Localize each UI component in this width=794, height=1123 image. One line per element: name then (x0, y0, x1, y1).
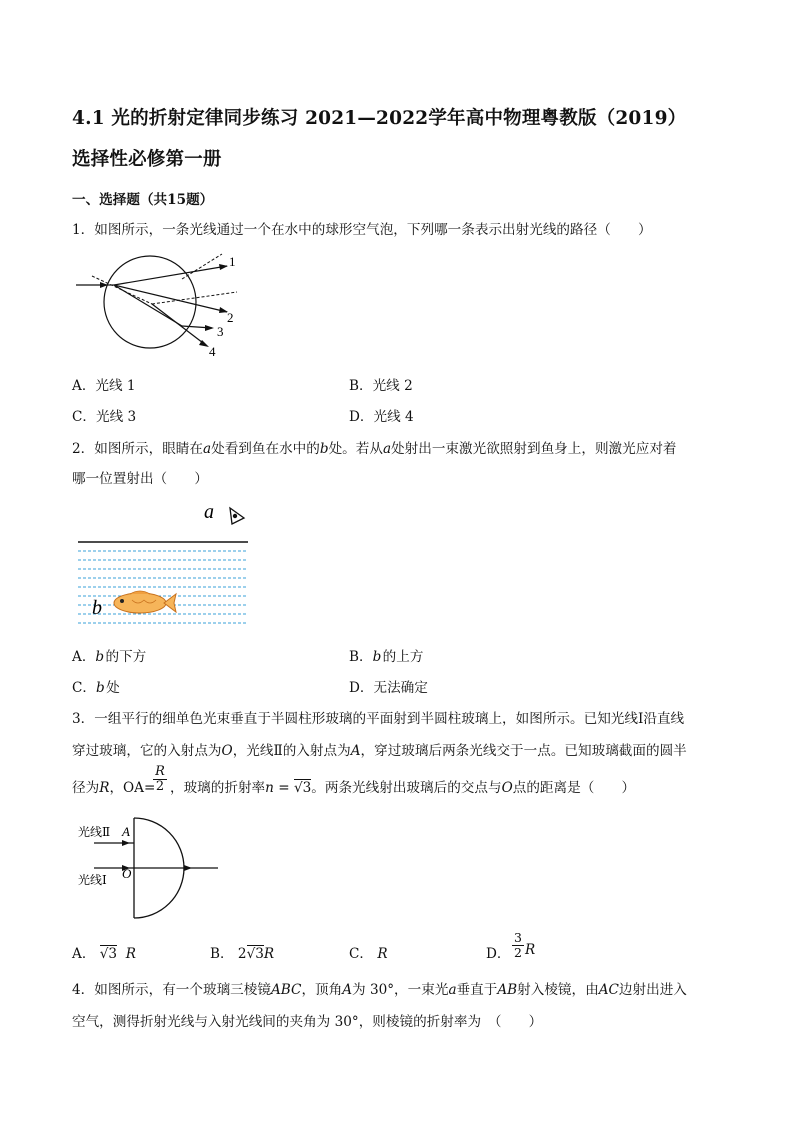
q2-stem-line1: 2．如图所示，眼睛在a处看到鱼在水中的b处。若从a处射出一束激光欲照射到鱼身上，则激光应对着 (72, 441, 677, 457)
eye-icon (230, 508, 244, 524)
ray-label-2: 2 (227, 310, 234, 325)
label-a: a (204, 501, 214, 523)
label-O: O (122, 866, 132, 881)
q3-frac: R 2 (153, 765, 167, 794)
bubble-circle (104, 256, 196, 348)
q1-stem: 1．如图所示，一条光线通过一个在水中的球形空气泡，下列哪一条表示出射光线的路径（ ） (72, 222, 652, 238)
ray-1 (114, 266, 227, 285)
q3-option-d-r: R (525, 942, 536, 958)
q1-option-d: D．光线 4 (349, 409, 414, 425)
section-header: 一、选择题（共15题） (72, 192, 214, 208)
water-lines (78, 551, 248, 623)
ray-label-1: 1 (229, 254, 236, 269)
q2-stem-line2: 哪一位置射出（ ） (72, 471, 208, 487)
label-ray-2: 光线Ⅱ (78, 825, 111, 839)
q1-option-a: A．光线 1 (72, 378, 136, 394)
q4-stem-line1: 4．如图所示，有一个玻璃三棱镜ABC，顶角A为 30°，一束光a垂直于AB射入棱镜，由AC边射出进入 (72, 982, 687, 998)
q2-figure (72, 496, 262, 628)
ray-label-4: 4 (209, 344, 216, 359)
q3-stem-line1: 3．一组平行的细单色光束垂直于半圆柱形玻璃的平面射到半圆柱玻璃上，如图所示。已知光线Ⅰ沿直线 (72, 711, 685, 727)
q3-stem-line3-b: ，玻璃的折射率n = √3。两条光线射出玻璃后的交点与O点的距离是（ ） (170, 780, 636, 796)
page-subtitle: 选择性必修第一册 (72, 149, 222, 170)
label-b: b (92, 597, 102, 619)
page-title: 4.1 光的折射定律同步练习 2021—2022学年高中物理粤教版（2019） (72, 108, 687, 129)
ray-2 (114, 285, 227, 312)
normal-dashed-2 (152, 292, 237, 304)
q2-option-a: A．b 的下方 (72, 649, 147, 665)
q3-stem-line3: 径为R，OA= (72, 780, 156, 796)
ray-label-3: 3 (217, 324, 224, 339)
q3-option-b: B． 2√3R (210, 946, 275, 962)
q1-option-c: C．光线 3 (72, 409, 137, 425)
q3-option-d: D． (486, 946, 511, 962)
label-A: A (122, 824, 130, 839)
q2-option-b: B．b 的上方 (349, 649, 424, 665)
q1-option-b: B．光线 2 (349, 378, 413, 394)
q4-stem-line2: 空气，测得折射光线与入射光线间的夹角为 30°，则棱镜的折射率为 （ ） (72, 1014, 543, 1030)
ray-4 (152, 304, 207, 346)
fish-icon (114, 591, 176, 613)
label-ray-1: 光线Ⅰ (78, 873, 107, 887)
normal-dashed-3 (182, 254, 222, 279)
q3-stem-line2: 穿过玻璃，它的入射点为O，光线Ⅱ的入射点为A，穿过玻璃后两条光线交于一点。已知玻璃截面的圆半 (72, 743, 687, 759)
q3-figure (72, 810, 232, 922)
q3-option-d-frac: 3 2 (512, 931, 524, 960)
q1-figure (72, 244, 252, 364)
q2-option-c: C．b 处 (72, 680, 120, 696)
q3-option-a: A． √3 R (72, 946, 136, 962)
q2-option-d: D．无法确定 (349, 680, 428, 696)
q3-option-c: C． R (349, 946, 388, 962)
